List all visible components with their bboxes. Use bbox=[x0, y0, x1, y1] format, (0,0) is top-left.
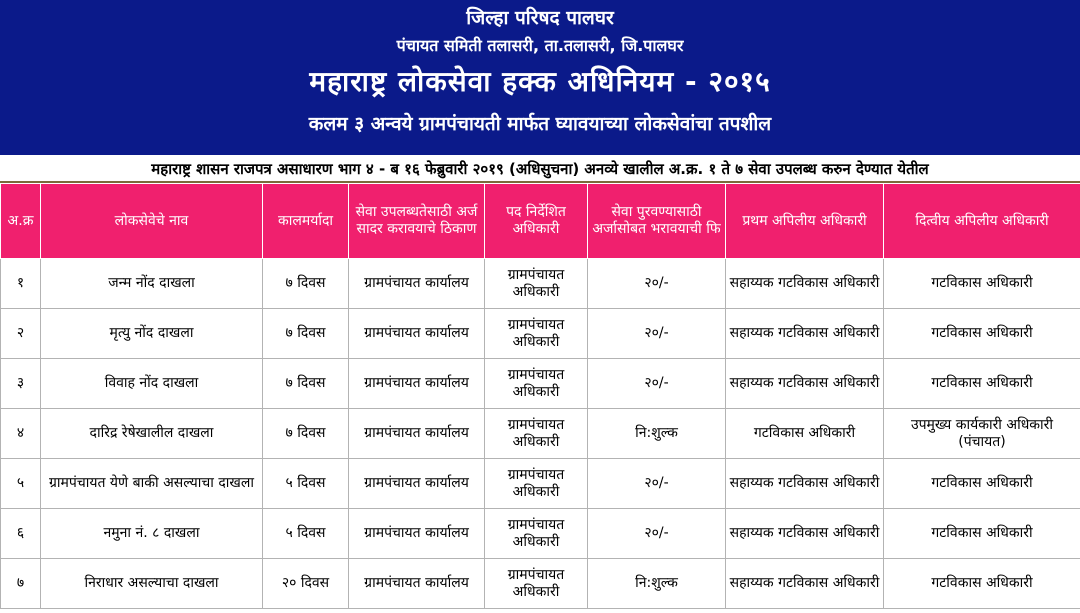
cell-designated-officer: ग्रामपंचायत अधिकारी bbox=[485, 359, 588, 409]
cell-second-appellate: गटविकास अधिकारी bbox=[884, 309, 1080, 359]
act-title: महाराष्ट्र लोकसेवा हक्क अधिनियम - २०१५ bbox=[309, 65, 771, 98]
cell-serial: ६ bbox=[1, 509, 41, 559]
services-table bbox=[0, 183, 1080, 609]
cell-designated-officer: ग्रामपंचायत अधिकारी bbox=[485, 409, 588, 459]
header-application-place: सेवा उपलब्धतेसाठी अर्ज सादर करावयाचे ठिकाण bbox=[349, 184, 485, 259]
cell-serial: १ bbox=[1, 259, 41, 309]
cell-time-limit: ५ दिवस bbox=[263, 509, 349, 559]
cell-first-appellate: सहाय्यक गटविकास अधिकारी bbox=[726, 359, 884, 409]
cell-application-place: ग्रामपंचायत कार्यालय bbox=[349, 309, 485, 359]
cell-fee: नि:शुल्क bbox=[588, 409, 726, 459]
cell-service-name: नमुना नं. ८ दाखला bbox=[41, 509, 263, 559]
panchayat-samiti-line: पंचायत समिती तलासरी, ता.तलासरी, जि.पालघर bbox=[396, 36, 684, 55]
cell-fee: २०/- bbox=[588, 259, 726, 309]
cell-first-appellate: सहाय्यक गटविकास अधिकारी bbox=[726, 559, 884, 609]
cell-serial: ५ bbox=[1, 459, 41, 509]
cell-application-place: ग्रामपंचायत कार्यालय bbox=[349, 509, 485, 559]
cell-time-limit: २० दिवस bbox=[263, 559, 349, 609]
header-serial: अ.क्र bbox=[1, 184, 41, 259]
cell-designated-officer: ग्रामपंचायत अधिकारी bbox=[485, 459, 588, 509]
cell-service-name: मृत्यु नोंद दाखला bbox=[41, 309, 263, 359]
cell-first-appellate: सहाय्यक गटविकास अधिकारी bbox=[726, 509, 884, 559]
cell-first-appellate: सहाय्यक गटविकास अधिकारी bbox=[726, 259, 884, 309]
cell-serial: ४ bbox=[1, 409, 41, 459]
cell-fee: २०/- bbox=[588, 509, 726, 559]
zilla-parishad-title: जिल्हा परिषद पालघर bbox=[466, 7, 614, 29]
header-designated-officer: पद निर्देशित अधिकारी bbox=[485, 184, 588, 259]
cell-serial: २ bbox=[1, 309, 41, 359]
cell-service-name: दारिद्र रेषेखालील दाखला bbox=[41, 409, 263, 459]
cell-service-name: विवाह नोंद दाखला bbox=[41, 359, 263, 409]
cell-application-place: ग्रामपंचायत कार्यालय bbox=[349, 409, 485, 459]
header-time-limit: कालमर्यादा bbox=[263, 184, 349, 259]
cell-designated-officer: ग्रामपंचायत अधिकारी bbox=[485, 509, 588, 559]
cell-fee: नि:शुल्क bbox=[588, 559, 726, 609]
cell-time-limit: ७ दिवस bbox=[263, 309, 349, 359]
cell-service-name: ग्रामपंचायत येणे बाकी असल्याचा दाखला bbox=[41, 459, 263, 509]
cell-service-name: निराधार असल्याचा दाखला bbox=[41, 559, 263, 609]
cell-serial: ७ bbox=[1, 559, 41, 609]
table-header-row bbox=[1, 184, 1080, 259]
cell-serial: ३ bbox=[1, 359, 41, 409]
cell-application-place: ग्रामपंचायत कार्यालय bbox=[349, 359, 485, 409]
cell-second-appellate: गटविकास अधिकारी bbox=[884, 359, 1080, 409]
cell-application-place: ग्रामपंचायत कार्यालय bbox=[349, 559, 485, 609]
header-second-appellate: दित्वीय अपिलीय अधिकारी bbox=[884, 184, 1080, 259]
cell-fee: २०/- bbox=[588, 459, 726, 509]
cell-application-place: ग्रामपंचायत कार्यालय bbox=[349, 259, 485, 309]
cell-application-place: ग्रामपंचायत कार्यालय bbox=[349, 459, 485, 509]
header-service-name: लोकसेवेचे नाव bbox=[41, 184, 263, 259]
cell-time-limit: ५ दिवस bbox=[263, 459, 349, 509]
header-fee: सेवा पुरवण्यासाठी अर्जासोबत भरावयाची फि bbox=[588, 184, 726, 259]
gazette-notice: महाराष्ट्र शासन राजपत्र असाधारण भाग ४ - ब १६ फेब्रुवारी २०१९ (अधिसुचना) अनव्ये खालील अ.क्र. १ ते ७ सेवा उपलब्ध करुन देण्यात येतील bbox=[0, 155, 1080, 183]
header-first-appellate: प्रथम अपिलीय अधिकारी bbox=[726, 184, 884, 259]
table-row bbox=[1, 259, 1080, 309]
cell-second-appellate: गटविकास अधिकारी bbox=[884, 559, 1080, 609]
table-row bbox=[1, 409, 1080, 459]
table-row bbox=[1, 559, 1080, 609]
header-banner bbox=[0, 0, 1080, 155]
cell-first-appellate: सहाय्यक गटविकास अधिकारी bbox=[726, 459, 884, 509]
cell-second-appellate: गटविकास अधिकारी bbox=[884, 259, 1080, 309]
cell-second-appellate: उपमुख्य कार्यकारी अधिकारी (पंचायत) bbox=[884, 409, 1080, 459]
cell-service-name: जन्म नोंद दाखला bbox=[41, 259, 263, 309]
cell-designated-officer: ग्रामपंचायत अधिकारी bbox=[485, 309, 588, 359]
cell-first-appellate: गटविकास अधिकारी bbox=[726, 409, 884, 459]
cell-fee: २०/- bbox=[588, 309, 726, 359]
table-row bbox=[1, 309, 1080, 359]
cell-time-limit: ७ दिवस bbox=[263, 409, 349, 459]
cell-second-appellate: गटविकास अधिकारी bbox=[884, 509, 1080, 559]
cell-designated-officer: ग्रामपंचायत अधिकारी bbox=[485, 259, 588, 309]
table-row bbox=[1, 459, 1080, 509]
cell-second-appellate: गटविकास अधिकारी bbox=[884, 459, 1080, 509]
table-row bbox=[1, 509, 1080, 559]
table-row bbox=[1, 359, 1080, 409]
act-subtitle: कलम ३ अन्वये ग्रामपंचायती मार्फत घ्यावयाच्या लोकसेवांचा तपशील bbox=[308, 113, 772, 135]
cell-fee: २०/- bbox=[588, 359, 726, 409]
cell-time-limit: ७ दिवस bbox=[263, 359, 349, 409]
cell-designated-officer: ग्रामपंचायत अधिकारी bbox=[485, 559, 588, 609]
cell-first-appellate: सहाय्यक गटविकास अधिकारी bbox=[726, 309, 884, 359]
cell-time-limit: ७ दिवस bbox=[263, 259, 349, 309]
